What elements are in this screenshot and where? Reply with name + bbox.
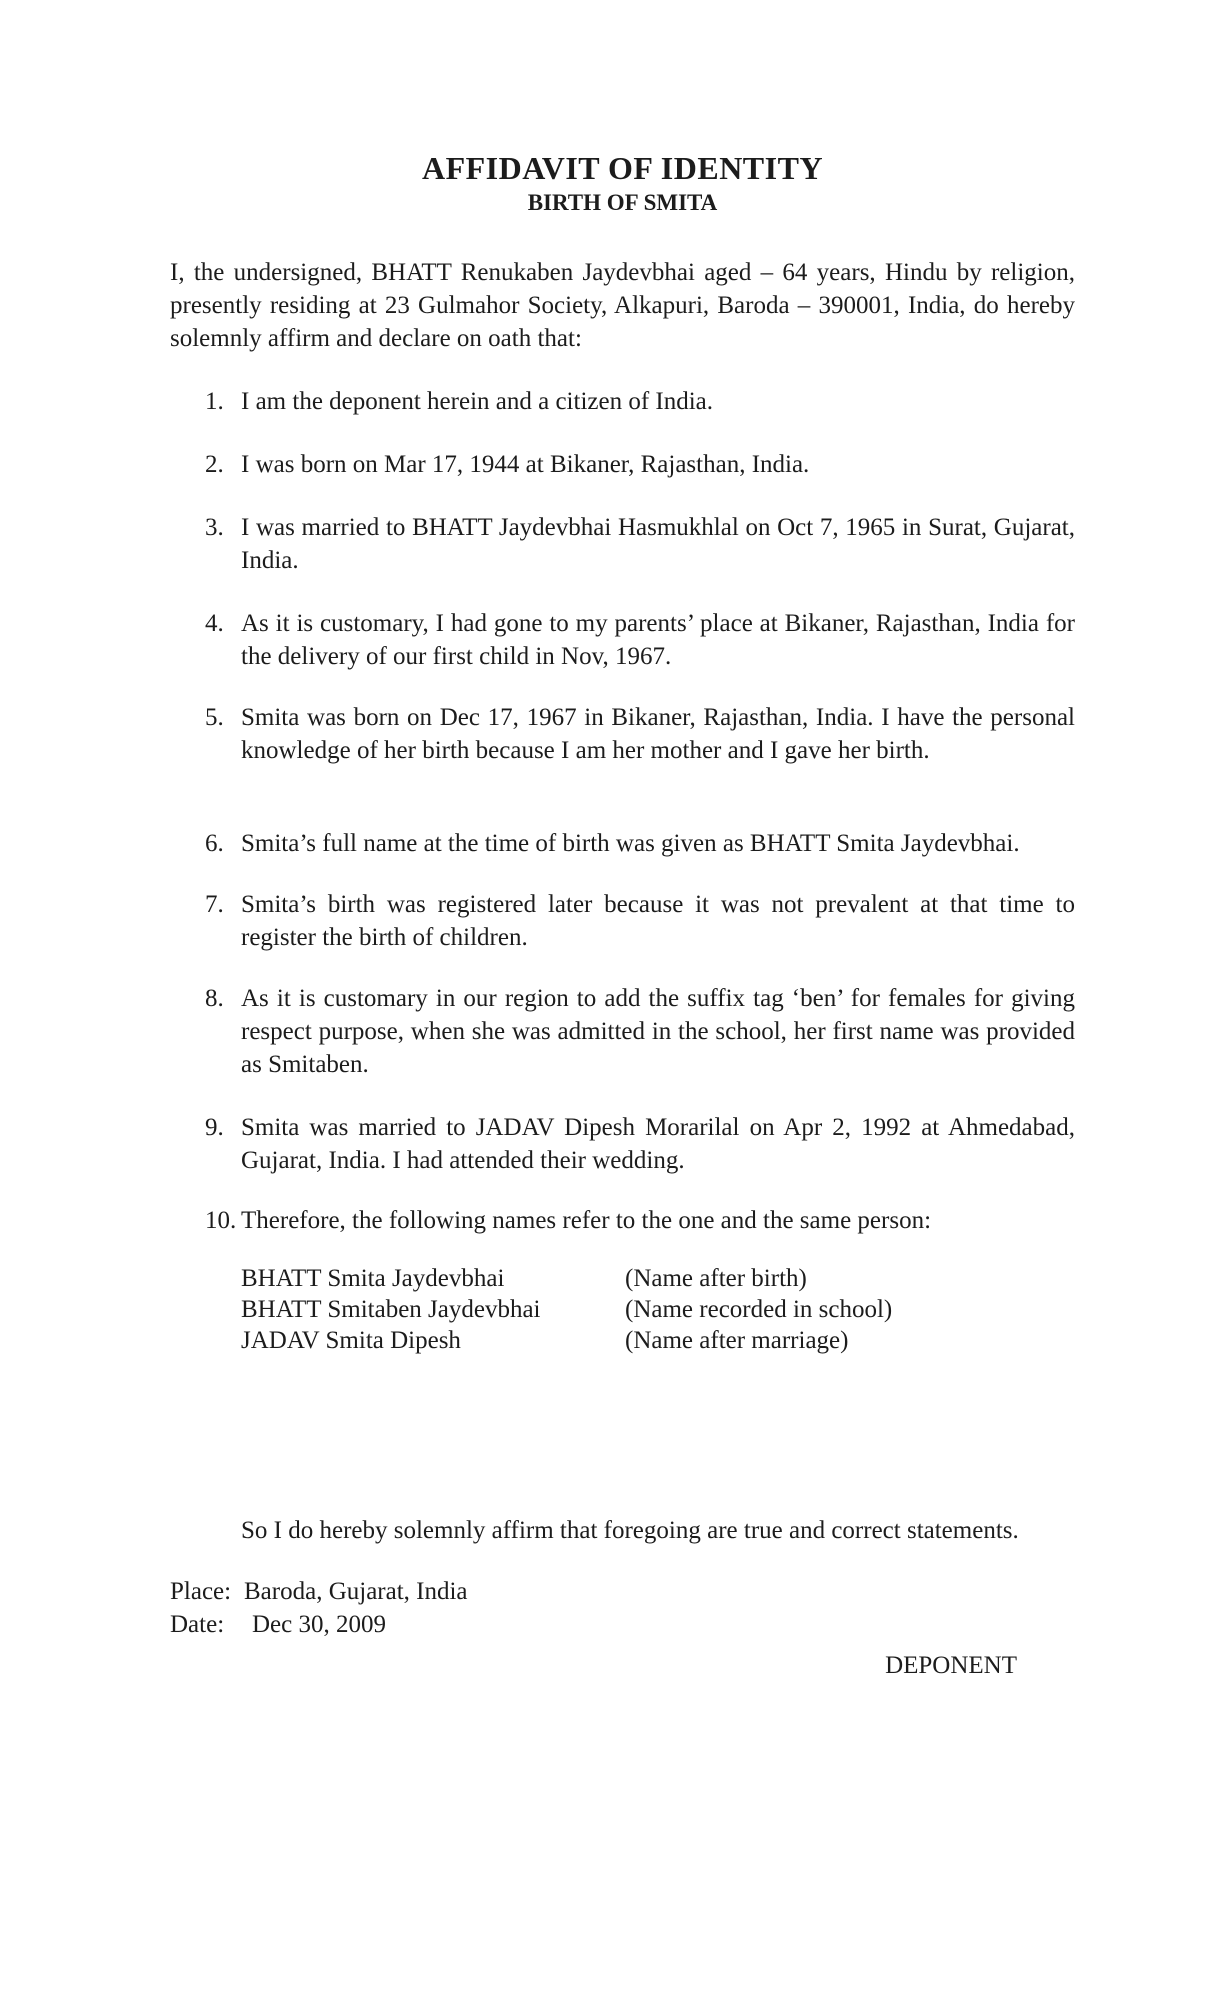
list-item-number: 5. (205, 704, 224, 731)
list-item-2 (205, 448, 1075, 481)
date-row (170, 1608, 1075, 1641)
list-item-number: 10. (205, 1207, 237, 1234)
name-row-marriage (241, 1325, 1075, 1356)
list-item-text: Smita was married to JADAV Dipesh Morarilal on Apr 2, 1992 at Ahmedabad, Gujarat, India. I had attended their wedding. (241, 1114, 1075, 1174)
list-item-10 (205, 1204, 1075, 1237)
name-annotation: (Name after birth) (625, 1265, 807, 1292)
place-date-block (170, 1575, 1075, 1641)
list-item-text: Smita was born on Dec 17, 1967 in Bikaner, Rajasthan, India. I have the personal knowledge of her birth because I am her mother and I gave her birth. (241, 704, 1075, 764)
name-value: JADAV Smita Dipesh (241, 1327, 461, 1354)
place-row (170, 1575, 1075, 1608)
list-item-number: 7. (205, 891, 224, 918)
list-item-5 (205, 701, 1075, 767)
name-row-birth (241, 1263, 1075, 1294)
name-value: BHATT Smita Jaydevbhai (241, 1265, 505, 1292)
list-item-text: As it is customary, I had gone to my parents’ place at Bikaner, Rajasthan, India for the delivery of our first child in Nov, 1967. (241, 610, 1075, 670)
document-content (170, 0, 1075, 1682)
list-item-number: 9. (205, 1114, 224, 1141)
list-item-number: 3. (205, 514, 224, 541)
list-item-text: I am the deponent herein and a citizen of India. (241, 388, 714, 415)
document-title: AFFIDAVIT OF IDENTITY (421, 150, 824, 186)
place-value: Baroda, Gujarat, India (244, 1578, 468, 1605)
name-row-school (241, 1294, 1075, 1325)
date-label: Date: (170, 1611, 225, 1638)
names-table (241, 1263, 1075, 1356)
list-item-8 (205, 982, 1075, 1081)
list-item-number: 2. (205, 451, 224, 478)
list-item-text: Smita’s full name at the time of birth was given as BHATT Smita Jaydevbhai. (241, 830, 1020, 857)
list-item-text: I was born on Mar 17, 1944 at Bikaner, Rajasthan, India. (241, 451, 810, 478)
list-item-6 (205, 827, 1075, 860)
list-item-number: 1. (205, 388, 224, 415)
statement-list (170, 385, 1075, 1237)
name-annotation: (Name after marriage) (625, 1327, 849, 1354)
list-item-3 (205, 511, 1075, 577)
name-value: BHATT Smitaben Jaydevbhai (241, 1296, 541, 1323)
list-item-1 (205, 385, 1075, 418)
deponent-signature-label: DEPONENT (885, 1652, 1017, 1679)
list-item-7 (205, 888, 1075, 954)
list-item-text: Therefore, the following names refer to the one and the same person: (241, 1207, 932, 1234)
list-item-4 (205, 607, 1075, 673)
date-value: Dec 30, 2009 (252, 1611, 386, 1638)
list-item-9 (205, 1111, 1075, 1177)
list-item-text: Smita’s birth was registered later because it was not prevalent at that time to register the birth of children. (241, 891, 1075, 951)
closing-paragraph: So I do hereby solemnly affirm that foregoing are true and correct statements. (241, 1517, 1019, 1544)
place-label: Place: (170, 1578, 232, 1605)
document-subtitle: BIRTH OF SMITA (527, 190, 718, 215)
list-item-number: 4. (205, 610, 224, 637)
list-item-number: 6. (205, 830, 224, 857)
list-item-text: I was married to BHATT Jaydevbhai Hasmukhlal on Oct 7, 1965 in Surat, Gujarat, India. (241, 514, 1075, 574)
name-annotation: (Name recorded in school) (625, 1296, 893, 1323)
intro-paragraph: I, the undersigned, BHATT Renukaben Jaydevbhai aged – 64 years, Hindu by religion, presently residing at 23 Gulmahor Society, Alkapuri, Baroda – 390001, India, do hereby solemnly affirm and declare on oath that: (170, 259, 1075, 352)
list-item-text: As it is customary in our region to add the suffix tag ‘ben’ for females for giving respect purpose, when she was admitted in the school, her first name was provided as Smitaben. (241, 985, 1075, 1078)
list-item-number: 8. (205, 985, 224, 1012)
